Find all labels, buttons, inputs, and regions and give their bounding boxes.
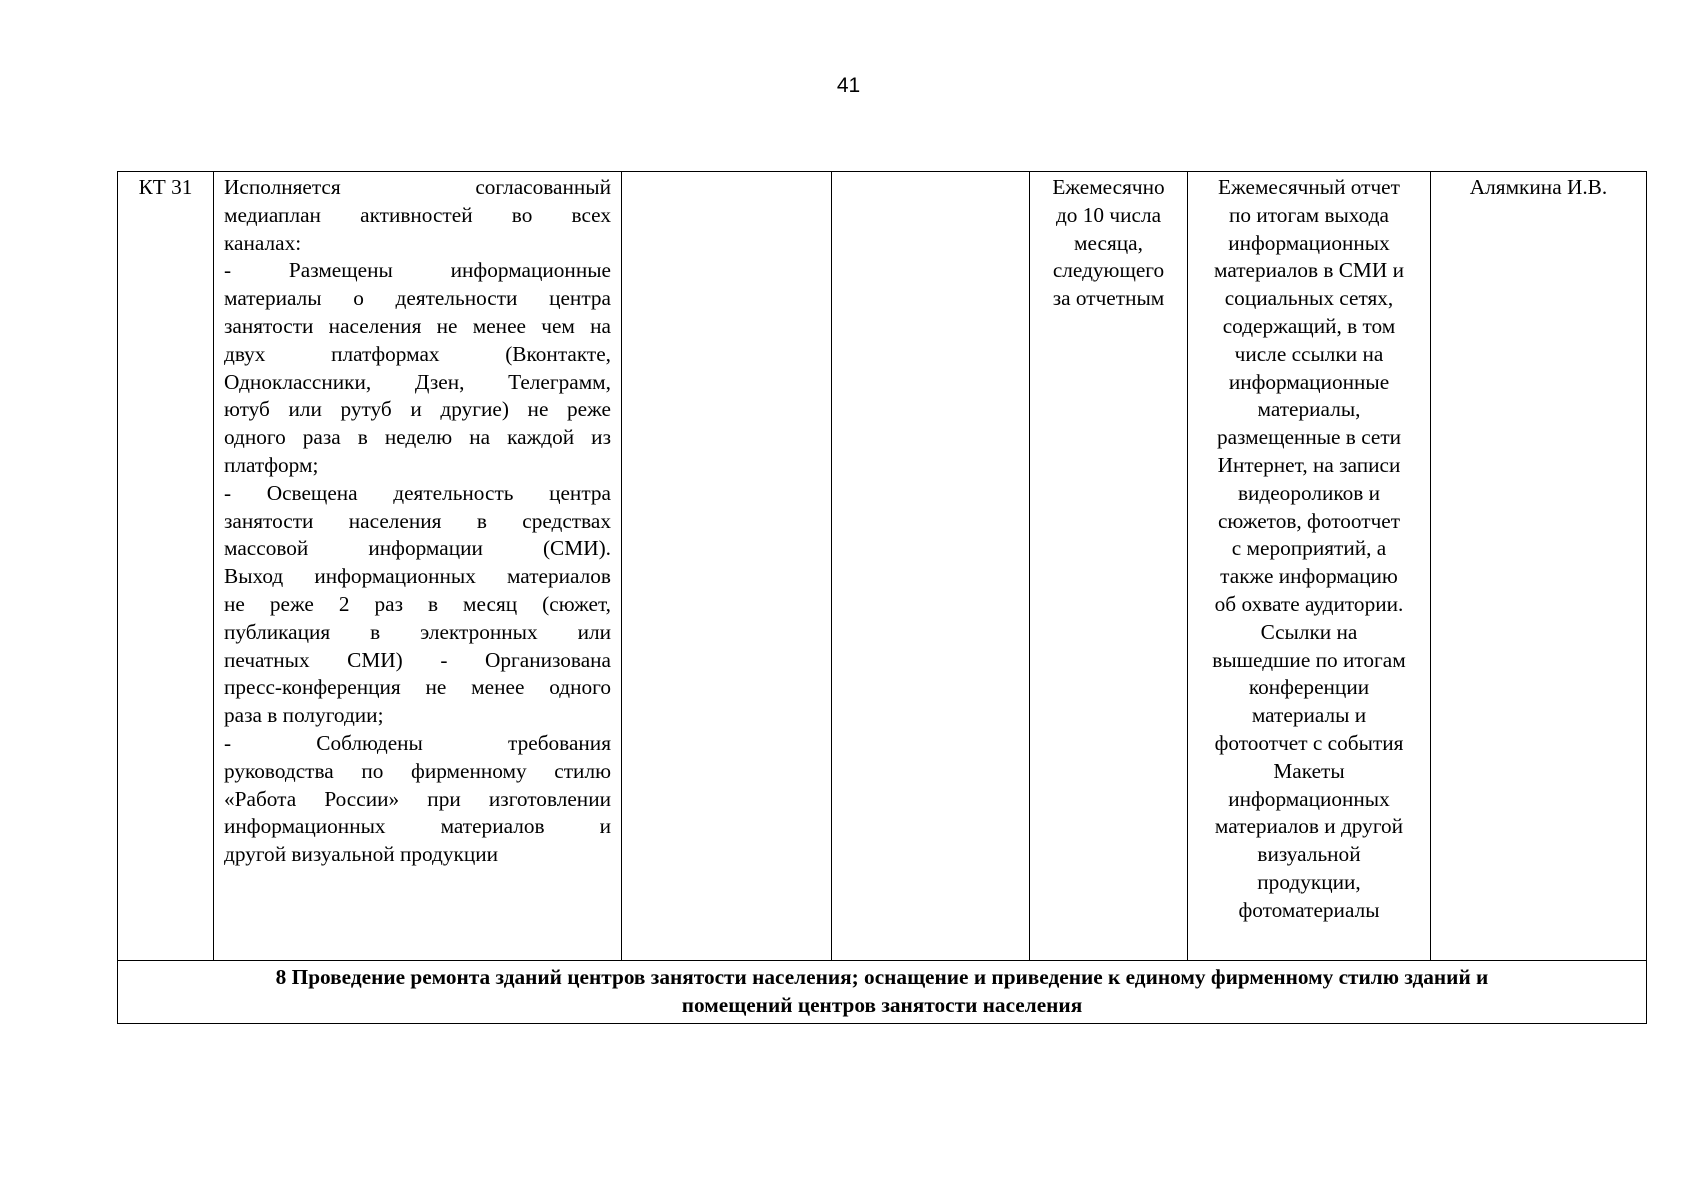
report-document-line: Ежемесячный отчет	[1218, 175, 1400, 199]
report-document-line: видеороликов и	[1237, 480, 1381, 505]
section-heading-line-2: помещений центров занятости населения	[681, 993, 1083, 1017]
plan-table	[117, 171, 1647, 1024]
report-document-line: числе ссылки на	[1234, 341, 1384, 366]
task-description-line: массовой информации (СМИ).	[224, 536, 611, 561]
control-point-code: КТ 31	[118, 172, 214, 961]
deadline-line: месяца,	[1074, 230, 1143, 255]
report-document-line: сюжетов, фотоотчет	[1217, 508, 1401, 533]
task-description-line: Одноклассники, Дзен, Телеграмм,	[224, 369, 611, 394]
page-number: 41	[836, 74, 861, 97]
report-document-line: об охвате аудитории.	[1214, 591, 1404, 616]
report-document-line: материалы и	[1251, 703, 1367, 728]
report-document-line: с мероприятий, а	[1231, 536, 1387, 561]
report-document-line: также информацию	[1220, 564, 1398, 589]
deadline	[1030, 172, 1188, 961]
report-document-line: Ссылки на	[1260, 619, 1358, 644]
report-document-line: конференции	[1248, 675, 1370, 700]
deadline-line: за отчетным	[1052, 286, 1165, 311]
table-row	[118, 172, 1647, 961]
task-description-line: информационных материалов и	[224, 814, 611, 839]
report-document-line: Макеты	[1273, 758, 1345, 783]
report-document-line: продукции,	[1257, 869, 1361, 894]
task-description-line: - Соблюдены требования	[224, 730, 611, 755]
task-description-line: - Освещена деятельность центра	[224, 480, 611, 505]
task-description-line: не реже 2 раз в месяц (сюжет,	[224, 591, 611, 616]
report-document-line: информационных	[1228, 786, 1390, 811]
task-description-line: материалы о деятельности центра	[224, 286, 611, 311]
section-heading-line-1: 8 Проведение ремонта зданий центров занятости населения; оснащение и приведение к единому фирменному стилю зданий и	[275, 965, 1489, 989]
task-description-line: Исполняется согласованный	[224, 175, 611, 199]
report-document-line: информационных	[1228, 230, 1390, 255]
deadline-line: Ежемесячно	[1052, 175, 1165, 199]
report-document-line: материалов и другой	[1214, 814, 1404, 839]
report-document-line: по итогам выхода	[1229, 202, 1389, 227]
task-description-line: двух платформах (Вконтакте,	[224, 341, 611, 366]
report-document-line: Интернет, на записи	[1217, 452, 1401, 477]
task-description-line: другой визуальной продукции	[224, 842, 499, 867]
task-description-line: платформ;	[224, 452, 319, 477]
report-document-line: фотоотчет с события	[1214, 730, 1404, 755]
task-description	[214, 172, 622, 961]
task-description-line: раза в полугодии;	[224, 703, 384, 728]
task-description-line: публикация в электронных или	[224, 619, 611, 644]
task-description-line: занятости населения не менее чем на	[224, 313, 611, 338]
deadline-line: до 10 числа	[1055, 202, 1162, 227]
task-description-line: печатных СМИ) - Организована	[224, 647, 611, 672]
empty-cell-4	[832, 172, 1030, 961]
report-document-line: размещенные в сети	[1216, 425, 1402, 450]
task-description-line: одного раза в неделю на каждой из	[224, 425, 611, 450]
task-description-line: - Размещены информационные	[224, 258, 611, 283]
task-description-line: занятости населения в средствах	[224, 508, 611, 533]
report-document-line: визуальной	[1257, 842, 1361, 867]
deadline-line: следующего	[1052, 258, 1165, 283]
task-description-line: каналах:	[224, 230, 302, 255]
empty-cell-3	[622, 172, 832, 961]
report-document-line: содержащий, в том	[1222, 313, 1396, 338]
report-document-line: социальных сетях,	[1224, 286, 1394, 311]
report-document-line: фотоматериалы	[1238, 897, 1380, 922]
report-document-line: материалы,	[1257, 397, 1361, 422]
report-document-line: информационные	[1228, 369, 1390, 394]
section-row	[118, 961, 1647, 1024]
report-document	[1188, 172, 1431, 961]
report-document-line: вышедшие по итогам	[1212, 647, 1406, 672]
task-description-line: «Работа России» при изготовлении	[224, 786, 611, 811]
task-description-line: ютуб или рутуб и другие) не реже	[224, 397, 611, 422]
task-description-line: Выход информационных материалов	[224, 564, 611, 589]
responsible-person: Алямкина И.В.	[1431, 172, 1647, 961]
section-heading	[118, 961, 1647, 1024]
report-document-line: материалов в СМИ и	[1214, 258, 1404, 283]
task-description-line: пресс-конференция не менее одного	[224, 675, 611, 700]
task-description-line: руководства по фирменному стилю	[224, 758, 611, 783]
task-description-line: медиаплан активностей во всех	[224, 202, 611, 227]
